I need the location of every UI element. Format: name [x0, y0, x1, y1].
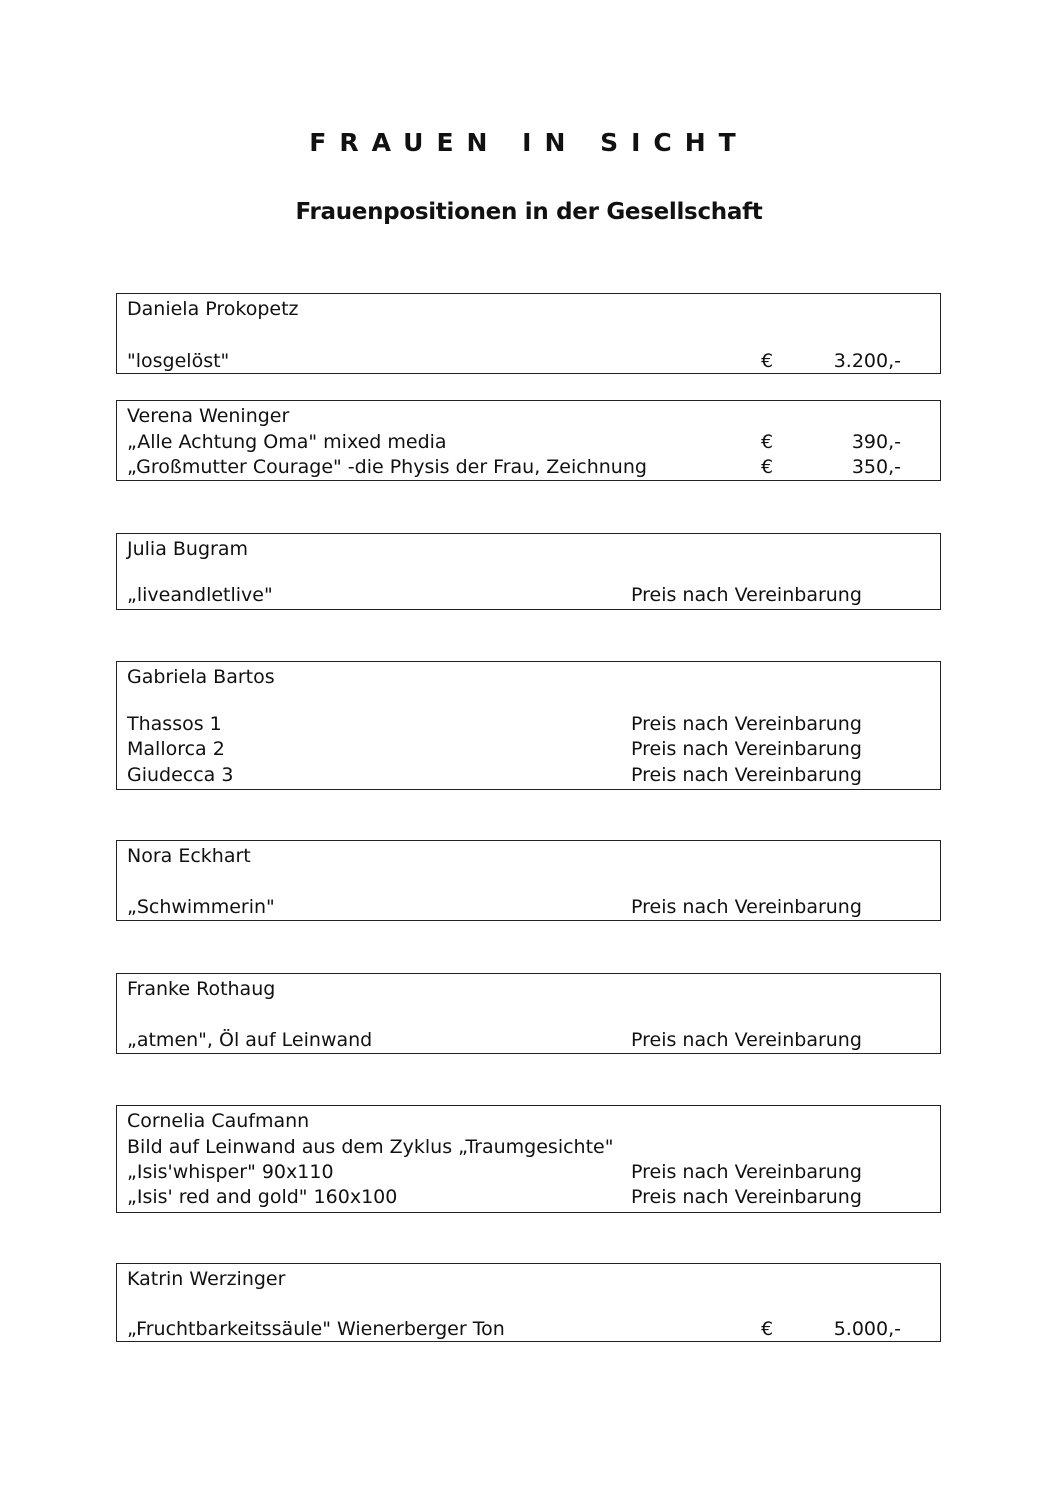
artwork-row: [127, 736, 940, 762]
artist-name: Julia Bugram: [127, 538, 248, 560]
artist-name: Katrin Werzinger: [127, 1268, 286, 1290]
artwork-row: [127, 348, 940, 374]
artwork-title: „Alle Achtung Oma" mixed media: [127, 431, 447, 453]
artwork-price: Preis nach Vereinbarung: [631, 764, 862, 786]
artwork-title: Giudecca 3: [127, 764, 234, 786]
artwork-price: Preis nach Vereinbarung: [631, 1029, 862, 1051]
artwork-row: [127, 894, 940, 920]
artwork-row: [127, 1184, 940, 1210]
artwork-price: 390,-: [851, 431, 901, 453]
currency-symbol: €: [761, 1318, 774, 1340]
artist-name-row: [127, 403, 940, 429]
artist-name-row: [127, 1266, 940, 1292]
artwork-row: [127, 429, 940, 455]
artist-entry-werzinger: [116, 1263, 941, 1342]
artwork-row: [127, 1316, 940, 1342]
artwork-row: [127, 711, 940, 737]
artwork-price: Preis nach Vereinbarung: [631, 896, 862, 918]
artist-name: Gabriela Bartos: [127, 666, 275, 688]
artwork-title: „liveandletlive": [127, 584, 273, 606]
artwork-title: „Schwimmerin": [127, 896, 275, 918]
artwork-title: Thassos 1: [127, 713, 222, 735]
artwork-price: Preis nach Vereinbarung: [631, 1161, 862, 1183]
currency-symbol: €: [761, 350, 774, 372]
artwork-row: [127, 1159, 940, 1185]
artwork-row: [127, 1027, 940, 1053]
document-title: FRAUEN IN SICHT: [309, 128, 749, 157]
artist-entry-caufmann: [116, 1105, 941, 1213]
artwork-price: Preis nach Vereinbarung: [631, 584, 862, 606]
artist-name: Franke Rothaug: [127, 978, 276, 1000]
artwork-price: Preis nach Vereinbarung: [631, 738, 862, 760]
artwork-title: „atmen", Öl auf Leinwand: [127, 1029, 373, 1051]
artwork-price: 3.200,-: [833, 350, 901, 372]
artwork-title: „Fruchtbarkeitssäule" Wienerberger Ton: [127, 1318, 505, 1340]
artist-entry-weninger: [116, 400, 941, 481]
artist-name: Verena Weninger: [127, 405, 290, 427]
artist-name: Daniela Prokopetz: [127, 298, 299, 320]
series-note: Bild auf Leinwand aus dem Zyklus „Traumgesichte": [127, 1136, 614, 1158]
series-note-row: [127, 1134, 940, 1160]
artwork-row: [127, 762, 940, 788]
artwork-title: "losgelöst": [127, 350, 230, 372]
currency-symbol: €: [761, 456, 774, 478]
currency-symbol: €: [761, 431, 774, 453]
artwork-price: 350,-: [851, 456, 901, 478]
artist-entry-bugram: [116, 533, 941, 610]
artwork-title: „Isis' red and gold" 160x100: [127, 1186, 398, 1208]
artist-name-row: [127, 843, 940, 869]
artist-entry-rothaug: [116, 973, 941, 1054]
artwork-title: „Isis'whisper" 90x110: [127, 1161, 334, 1183]
artwork-row: [127, 454, 940, 480]
artist-name-row: [127, 664, 940, 690]
artist-name-row: [127, 296, 940, 322]
artwork-row: [127, 582, 940, 608]
artist-name-row: [127, 536, 940, 562]
artist-entry-eckhart: [116, 840, 941, 921]
artist-entry-bartos: [116, 661, 941, 790]
artist-entry-prokopetz: [116, 293, 941, 374]
artwork-title: „Großmutter Courage" -die Physis der Frau, Zeichnung: [127, 456, 647, 478]
artwork-title: Mallorca 2: [127, 738, 225, 760]
artist-name: Nora Eckhart: [127, 845, 251, 867]
artwork-price: Preis nach Vereinbarung: [631, 1186, 862, 1208]
artist-name-row: [127, 976, 940, 1002]
artist-name-row: [127, 1108, 940, 1134]
artwork-price: 5.000,-: [833, 1318, 901, 1340]
artwork-price: Preis nach Vereinbarung: [631, 713, 862, 735]
artist-name: Cornelia Caufmann: [127, 1110, 310, 1132]
document-subtitle: Frauenpositionen in der Gesellschaft: [295, 199, 763, 225]
